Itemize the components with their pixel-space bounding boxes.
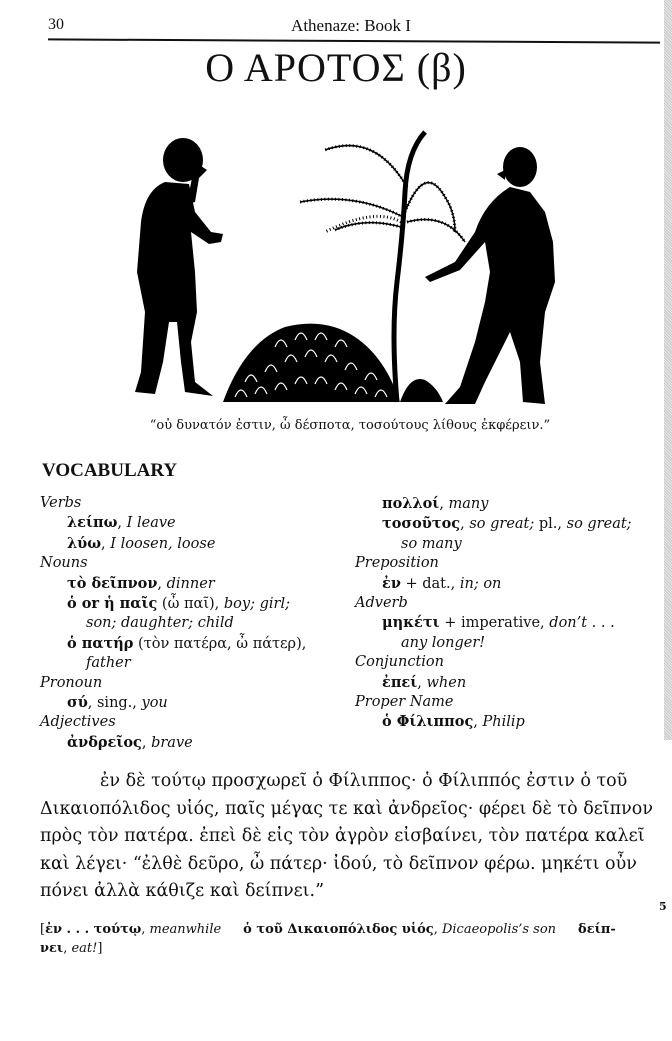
illustration-caption: “οὐ δυνατόν ἐστιν, ὦ δέσποτα, τοσούτους λίθους ἐκφέρειν.” [149,418,551,433]
vocab-greek: τὸ δεῖπνον [67,574,158,592]
vocab-english: you [141,695,168,712]
gloss-greek: ἐν . . . τούτῳ [45,922,142,937]
vocab-greek: σύ [67,694,88,712]
vocab-continuation: so many [401,535,462,552]
vocab-continuation: son; daughter; child [86,615,234,632]
vocab-category-nouns: Nouns [40,555,88,572]
reading-passage [40,768,653,906]
vocab-sep: , [460,516,470,533]
vocab-sep: , [439,496,449,512]
vocab-sep: , [117,515,127,532]
vocab-english: dinner [166,575,215,592]
gloss-english: Dicaeopolis’s son [441,922,557,937]
vocab-english: I loosen, loose [110,535,216,552]
vocab-entry [40,634,340,654]
vocab-greek: λύω [67,534,102,552]
gloss-bracket-close: ] [97,941,103,956]
chapter-title: Ο ΑΡΟΤΟΣ (β) [205,45,467,90]
vocab-english: many [448,496,489,512]
vocab-english: so great; [566,516,632,533]
vocab-greek: ὁ Φίλιππος [382,713,474,731]
vocab-sep: , [473,714,483,731]
vocab-sep: , [101,535,111,552]
vocab-greek: πολλοί [382,495,440,512]
vocab-entry [40,733,340,753]
illustration [125,112,580,412]
gloss-english: eat! [71,941,98,956]
reading-line: πρὸς τὸν πατέρα. ἐπεὶ δὲ εἰς τὸν ἀγρὸν εἰσβαίνει, τὸν πατέρα καλεῖ [40,826,645,846]
vocab-category-pronoun: Pronoun [40,674,103,691]
reading-line: καὶ λέγει· “ἐλθὲ δεῦρο, ὦ πάτερ· ἰδού, τὸ δεῖπνον φέρω. μηκέτι οὖν [40,853,637,874]
vocab-category-adverb: Adverb [355,595,408,612]
glosses [40,920,640,958]
gloss-bracket-open: [ [40,922,46,937]
vocab-sep: , [141,734,152,751]
gloss-sep: , [433,922,442,937]
vocab-category-verbs: Verbs [40,495,82,511]
young-man-figure [425,147,555,404]
vocab-english: boy; girl; [223,596,290,613]
vocab-greek: λείπω [67,514,118,532]
vocab-entry [40,574,340,594]
vocab-english: brave [151,734,193,751]
reading-line: πόνει ἀλλὰ κάθιζε καὶ δείπνει.” [40,881,325,901]
vocab-greek: ὁ πατήρ [67,634,134,652]
vocab-note: + imperative, [439,615,550,632]
vocab-note: pl., [534,516,567,533]
gloss-greek: ὁ τοῦ Δικαιοπόλιδος υἱός [243,922,434,937]
vocab-entry [355,712,655,732]
vocab-entry [355,574,655,594]
vocab-english: I leave [126,515,176,532]
vocab-entry [355,613,655,633]
vocab-note: + dat., [400,575,460,592]
reading-line: Δικαιοπόλιδος υἱός, παῖς μέγας τε καὶ ἀνδρεῖος· φέρει δὲ τὸ δεῖπνον [40,798,653,819]
vocabulary-heading: VOCABULARY [42,460,178,481]
vocab-note: (τὸν πατέρα, ὦ πάτερ), [133,635,307,652]
vocab-category-adjectives: Adjectives [40,714,116,731]
vocab-greek: ὁ or ἡ παῖς [67,595,158,613]
line-number: 5 [659,900,667,913]
vocab-category-conjunction: Conjunction [355,654,444,671]
gloss-english: meanwhile [149,922,222,937]
vocab-english: don’t . . . [549,615,615,632]
vocab-greek: μηκέτι [382,614,440,632]
vocab-entry [355,494,655,514]
vocab-category-proper-name: Proper Name [355,694,454,711]
vocab-greek: ἐν [382,574,401,592]
vocab-greek: τοσοῦτος [382,515,461,533]
vocab-entry [355,514,655,534]
vocab-english: when [426,674,467,691]
gloss-greek-continued: νει [40,941,64,956]
gloss-sep: , [63,941,72,956]
vocab-greek: ἐπεί [382,673,418,691]
vocab-greek: ἀνδρεῖος [67,733,142,751]
scan-edge-shadow [664,0,672,740]
vocab-entry [40,513,340,533]
book-title: Athenaze: Book I [291,16,411,35]
vocab-entry [40,594,340,614]
vocab-note: (ὦ παῖ), [157,596,224,613]
bearded-man-figure [135,138,223,396]
stone-pile [223,324,443,402]
vocab-english: in; on [459,575,502,592]
vocab-entry [40,693,340,713]
vocab-english: Philip [482,714,525,731]
vocabulary-left-column [40,494,340,753]
vocab-sep: , [417,674,427,691]
vocabulary-right-column [355,494,655,733]
gloss-sep: , [141,922,150,937]
page-number: 30 [48,16,64,33]
vocab-note: , sing., [87,695,142,712]
vocab-entry [40,534,340,554]
reading-line: ἐν δὲ τούτῳ προσχωρεῖ ὁ Φίλιππος· ὁ Φίλιππός ἐστιν ὁ τοῦ [100,771,628,791]
vocab-continuation: father [86,655,131,672]
vocab-entry [355,673,655,693]
vocab-category-preposition: Preposition [355,555,439,572]
vocab-sep: , [157,575,167,592]
gloss-greek: δείπ- [578,922,616,937]
vocab-english: so great; [469,516,535,533]
vocab-continuation: any longer! [401,634,486,651]
